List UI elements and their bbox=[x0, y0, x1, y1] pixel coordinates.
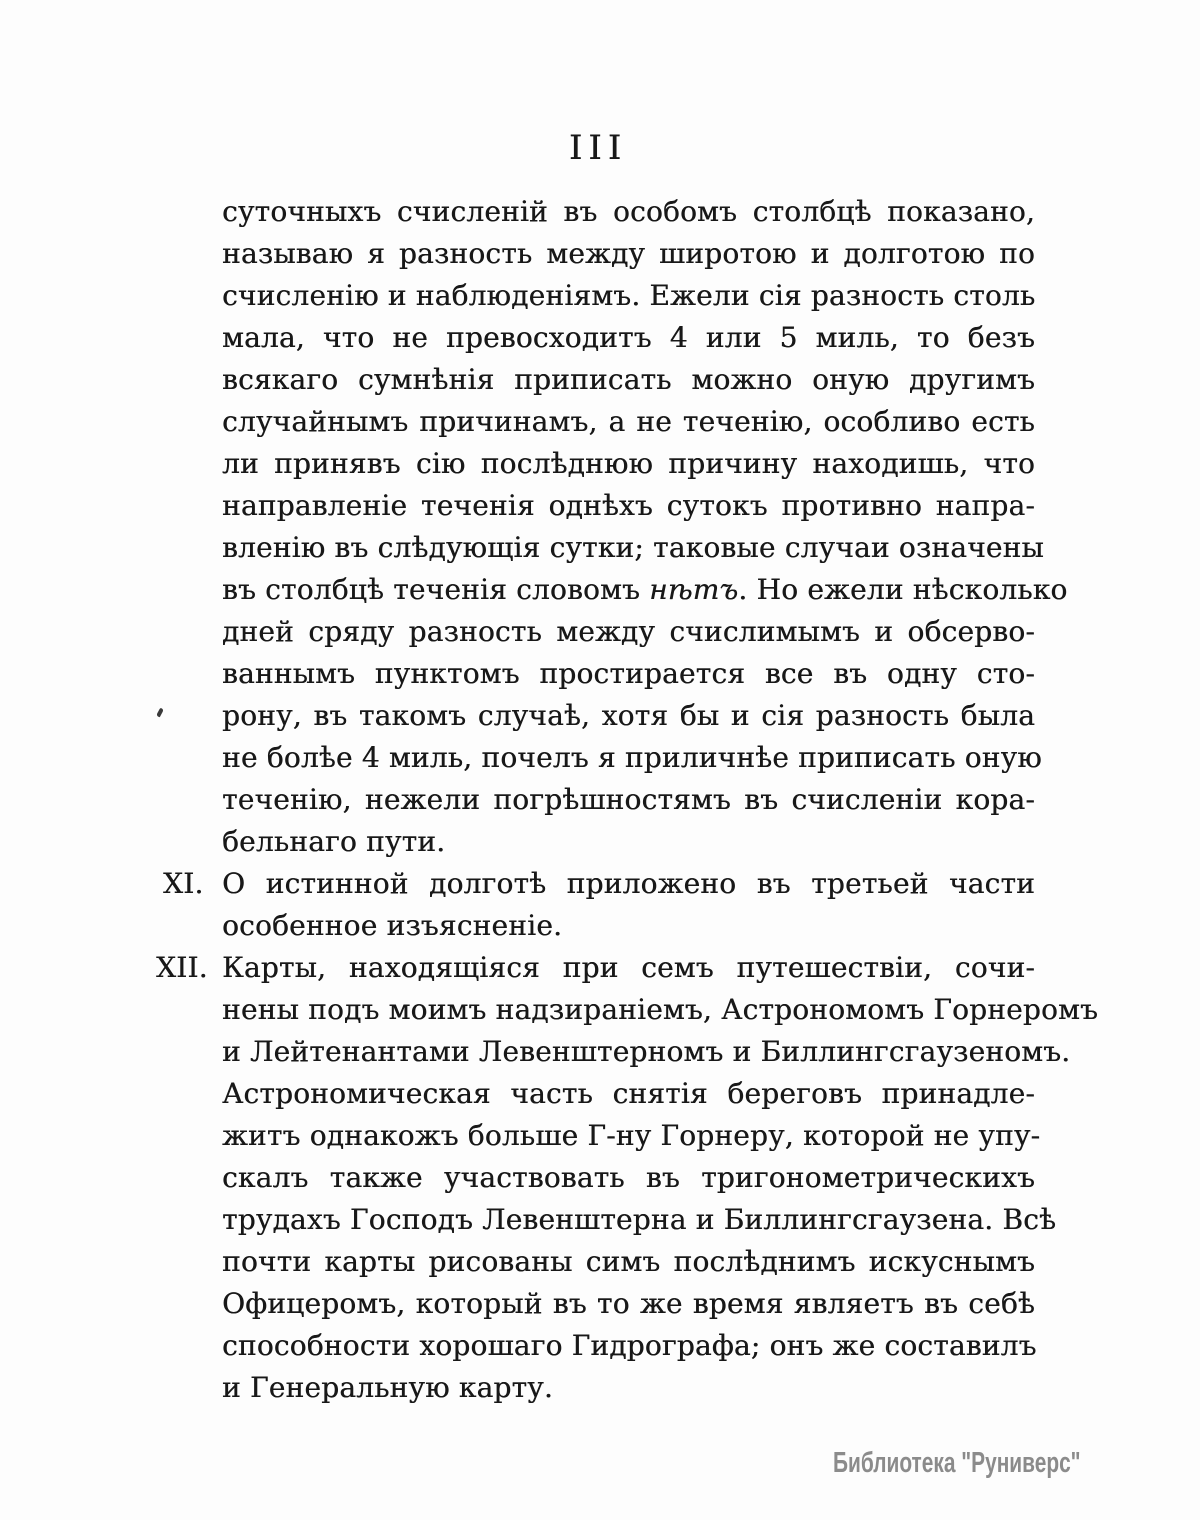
text-line: счисленію и наблюденіямъ. Ежели сія разность столь bbox=[222, 279, 1036, 312]
item-number-xi: XI. bbox=[163, 867, 204, 900]
text-line: почти карты рисованы симъ послѣднимъ искуснымъ bbox=[222, 1245, 1035, 1278]
text-segment: въ столбцѣ теченія словомъ bbox=[222, 573, 650, 606]
text-line bbox=[163, 863, 1035, 905]
text-line: Офицеромъ, который въ то же время являетъ въ себѣ bbox=[222, 1287, 1035, 1320]
text-segment: Карты, находящіяся при семъ путешествіи, сочи- bbox=[222, 951, 1035, 984]
text-line: Астрономическая часть снятія береговъ принадле- bbox=[222, 1077, 1035, 1110]
text-line bbox=[156, 947, 1035, 989]
text-line: особенное изъясненіе. bbox=[222, 909, 563, 942]
text-line: всякаго сумнѣнія приписать можно оную другимъ bbox=[222, 363, 1035, 396]
text-line: ваннымъ пунктомъ простирается все въ одну сто- bbox=[222, 657, 1035, 690]
text-block bbox=[156, 191, 1099, 1409]
text-line: бельнаго пути. bbox=[222, 825, 446, 858]
text-line: дней сряду разность между счислимымъ и обсерво- bbox=[222, 615, 1035, 648]
item-number-xii: XII. bbox=[156, 951, 208, 984]
text-line: случайнымъ причинамъ, а не теченію, особливо есть bbox=[222, 405, 1035, 438]
text-line: теченію, нежели погрѣшностямъ въ счисленіи кора- bbox=[222, 783, 1035, 816]
ink-speck bbox=[156, 708, 164, 718]
text-line: ли принявъ сію послѣднюю причину находишь, что bbox=[222, 447, 1035, 480]
text-line: трудахъ Господъ Левенштерна и Биллингсгаузена. Всѣ bbox=[222, 1203, 1057, 1236]
text-line: житъ однакожъ больше Г-ну Горнеру, которой не упу- bbox=[222, 1119, 1041, 1152]
text-segment: . Но ежели нѣсколько bbox=[738, 573, 1068, 606]
text-line: направленіе теченія однѣхъ сутокъ противно напра- bbox=[222, 489, 1035, 522]
text-line bbox=[222, 569, 1068, 611]
text-line: рону, въ такомъ случаѣ, хотя бы и сія разность была bbox=[222, 699, 1035, 732]
page-number: III bbox=[568, 128, 628, 168]
library-watermark: Библиотека "Руниверс" bbox=[833, 1447, 1081, 1479]
text-line: и Генеральную карту. bbox=[222, 1371, 553, 1404]
text-line: суточныхъ счисленій въ особомъ столбцѣ показано, bbox=[222, 195, 1035, 228]
text-line: нены подъ моимъ надзираніемъ, Астрономомъ Горнеромъ bbox=[222, 993, 1099, 1026]
text-line: вленію въ слѣдующія сутки; таковые случаи означены bbox=[222, 531, 1044, 564]
text-line: называю я разность между широтою и долготою по bbox=[222, 237, 1035, 270]
text-line: не болѣе 4 миль, почелъ я приличнѣе приписать оную bbox=[222, 741, 1042, 774]
text-line: мала, что не превосходитъ 4 или 5 миль, то безъ bbox=[222, 321, 1035, 354]
text-line: способности хорошаго Гидрографа; онъ же составилъ bbox=[222, 1329, 1037, 1362]
text-line: и Лейтенантами Левенштерномъ и Биллингсгаузеномъ. bbox=[222, 1035, 1071, 1068]
text-segment: О истинной долготѣ приложено въ третьей части bbox=[222, 867, 1035, 900]
text-line: скалъ также участвовать въ тригонометрическихъ bbox=[222, 1161, 1035, 1194]
italic-word: нѣтъ bbox=[649, 573, 739, 606]
